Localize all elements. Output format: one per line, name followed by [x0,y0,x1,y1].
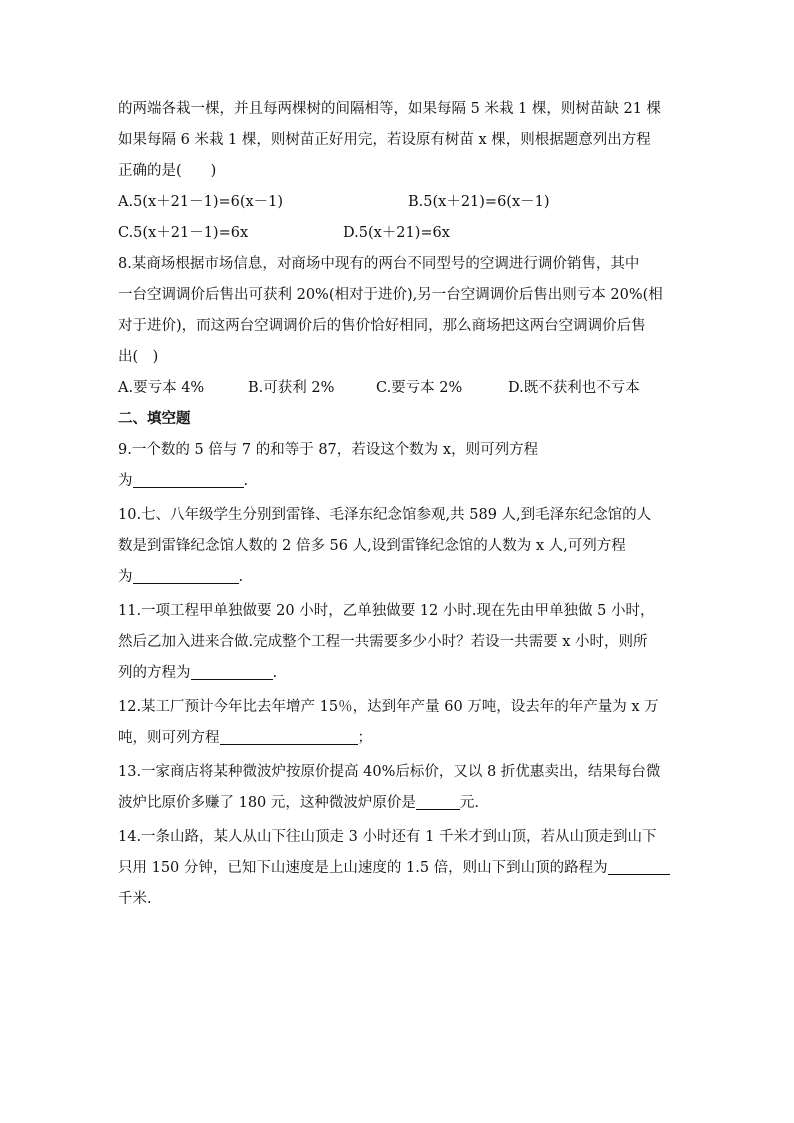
q7-option-d: D.5(x＋21)=6x [343,225,450,241]
q11-answer-blank[interactable] [191,678,273,680]
q14-text-line-1: 14.一条山路，某人从山下往山顶走 3 小时还有 1 千米才到山顶，若从山顶走到山下 [118,829,657,845]
q7-option-a: A.5(x＋21－1)=6(x－1) [118,194,284,210]
q9-text-line-1: 9.一个数的 5 倍与 7 的和等于 87，若设这个数为 x，则可列方程 [118,442,539,458]
q12-answer-blank[interactable] [220,743,358,745]
q14-text-line-3: 千米. [118,891,152,907]
q7-options-row-1 [118,187,703,218]
q11-answer-line [118,658,703,689]
q8-option-b: B.可获利 2% [248,380,335,396]
q10-prefix: 为 [118,569,133,585]
q11-text-line-2: 然后乙加入进来合做.完成整个工程一共需要多少小时？若设一共需要 x 小时，则所 [118,634,648,650]
q14-prefix: 只用 150 分钟，已知下山速度是上山速度的 1.5 倍，则山下到山顶的路程为 [118,860,608,876]
q10-answer-blank[interactable] [133,582,239,584]
q11-suffix: . [272,665,278,681]
q9-answer-line [118,466,703,497]
q13-text-line-1: 13.一家商店将某种微波炉按原价提高 40%后标价，又以 8 折优惠卖出，结果每台微 [118,764,661,780]
q14-answer-blank[interactable] [608,873,670,875]
q8-text-line-1: 8.某商场根据市场信息，对商场中现有的两台不同型号的空调进行调价销售，其中 [118,256,640,272]
q13-answer-blank[interactable] [416,808,460,810]
q8-text-line-4: 出( ) [118,349,159,365]
q12-suffix: ； [357,730,372,746]
q7-text-line-1: 的两端各栽一棵，并且每两棵树的间隔相等，如果每隔 5 米栽 1 棵，则树苗缺 21 棵 [118,101,662,117]
q9-answer-blank[interactable] [133,486,244,488]
q7-option-c: C.5(x＋21－1)=6x [118,225,249,241]
q10-answer-line [118,562,703,593]
q11-prefix: 列的方程为 [118,665,191,681]
q8-text-line-3: 对于进价)，而这两台空调调价后的售价恰好相同，那么商场把这两台空调调价后售 [118,318,646,334]
q8-option-d: D.既不获利也不亏本 [508,380,640,396]
q10-text-line-1: 10.七、八年级学生分别到雷锋、毛泽东纪念馆参观,共 589 人,到毛泽东纪念馆的人 [118,507,652,523]
q9-suffix: . [243,473,249,489]
q8-text-line-2: 一台空调调价后售出可获利 20%(相对于进价),另一台空调调价后售出则亏本 20%(相 [118,287,663,303]
q7-options-row-2 [118,218,703,249]
q11-text-line-1: 11.一项工程甲单独做要 20 小时，乙单独做要 12 小时.现在先由甲单独做 5 小时， [118,603,655,619]
q7-text-line-3: 正确的是( ) [118,163,217,179]
q8-option-a: A.要亏本 4% [118,380,205,396]
q12-prefix: 吨，则可列方程 [118,730,220,746]
q13-suffix: 元. [459,795,480,811]
q10-text-line-2: 数是到雷锋纪念馆人数的 2 倍多 56 人,设到雷锋纪念馆的人数为 x 人,可列方程 [118,538,626,554]
q13-prefix: 波炉比原价多赚了 180 元，这种微波炉原价是 [118,795,416,811]
q8-options-row [118,373,703,404]
q10-suffix: . [238,569,244,585]
q14-text-line-2 [118,853,703,884]
q9-prefix: 为 [118,473,133,489]
q7-text-line-2: 如果每隔 6 米栽 1 棵，则树苗正好用完，若设原有树苗 x 棵，则根据题意列出方程 [118,132,651,148]
q7-option-b: B.5(x＋21)=6(x－1) [408,194,550,210]
page-content [118,94,703,915]
q12-answer-line [118,723,703,754]
q8-option-c: C.要亏本 2% [376,380,463,396]
q12-text-line-1: 12.某工厂预计今年比去年增产 15％，达到年产量 60 万吨，设去年的年产量为 x 万 [118,699,659,715]
q13-answer-line [118,788,703,819]
section-heading-fill-in: 二、填空题 [118,411,191,427]
